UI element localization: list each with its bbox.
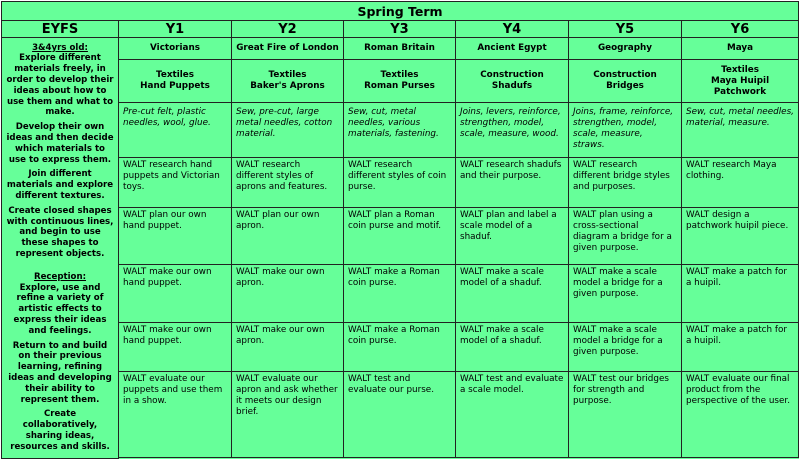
walt-cell: WALT plan and label a scale model of a shaduf. bbox=[456, 207, 569, 264]
walt-cell: WALT test and evaluate our purse. bbox=[344, 371, 456, 458]
walt-cell: WALT design a patchwork huipil piece. bbox=[682, 207, 799, 264]
walt-cell: WALT make a scale model of a shaduf. bbox=[456, 322, 569, 371]
project-type: Textiles bbox=[268, 70, 307, 81]
make-row bbox=[2, 265, 799, 322]
walt-cell: WALT research Maya clothing. bbox=[682, 158, 799, 207]
project-name: Bridges bbox=[606, 81, 644, 92]
eyfs-paragraph: Create collaboratively, sharing ideas, resources and skills. bbox=[10, 409, 110, 452]
make-row bbox=[2, 322, 799, 371]
walt-cell: WALT make our own apron. bbox=[232, 265, 344, 322]
project-cell bbox=[344, 60, 456, 103]
topic-cell: Ancient Egypt bbox=[456, 38, 569, 60]
materials-cell: Sew, pre-cut, large metal needles, cotton material. bbox=[232, 103, 344, 158]
evaluate-row bbox=[2, 371, 799, 458]
walt-cell: WALT make our own hand puppet. bbox=[119, 322, 232, 371]
project-name: Roman Purses bbox=[364, 81, 435, 92]
project-cell bbox=[119, 60, 232, 103]
topic-cell: Maya bbox=[682, 38, 799, 60]
materials-cell: Sew, cut, metal needles, material, measure. bbox=[682, 103, 799, 158]
project-row bbox=[2, 60, 799, 103]
project-type: Construction bbox=[480, 70, 544, 81]
plan-row bbox=[2, 207, 799, 264]
project-type: Construction bbox=[593, 70, 657, 81]
materials-cell: Joins, frame, reinforce, strengthen, model, scale, measure, straws. bbox=[569, 103, 682, 158]
topic-cell: Geography bbox=[569, 38, 682, 60]
topic-cell: Victorians bbox=[119, 38, 232, 60]
walt-cell: WALT make our own hand puppet. bbox=[119, 265, 232, 322]
project-cell bbox=[232, 60, 344, 103]
project-name: Hand Puppets bbox=[140, 81, 210, 92]
materials-cell: Pre-cut felt, plastic needles, wool, glue. bbox=[119, 103, 232, 158]
eyfs-paragraph: Return to and build on their previous learning, refining ideas and developing their ability to represent them. bbox=[8, 340, 112, 405]
walt-cell: WALT make a scale model a bridge for a given purpose. bbox=[569, 322, 682, 371]
materials-cell: Joins, levers, reinforce, strengthen, model, scale, measure, wood. bbox=[456, 103, 569, 158]
eyfs-heading-reception: Reception: bbox=[33, 271, 87, 282]
walt-cell: WALT make a scale model a bridge for a given purpose. bbox=[569, 265, 682, 322]
project-name: Maya Huipil Patchwork bbox=[710, 75, 770, 97]
walt-cell: WALT make a Roman coin purse. bbox=[344, 322, 456, 371]
topic-cell: Great Fire of London bbox=[232, 38, 344, 60]
walt-cell: WALT evaluate our puppets and use them in a show. bbox=[119, 371, 232, 458]
project-cell bbox=[682, 60, 799, 103]
spacer-row bbox=[2, 458, 799, 459]
column-header-y4: Y4 bbox=[456, 21, 569, 38]
eyfs-objectives bbox=[2, 38, 119, 459]
term-title: Spring Term bbox=[2, 2, 799, 21]
walt-cell: WALT make a patch for a huipil. bbox=[682, 322, 799, 371]
eyfs-paragraph: Explore, use and refine a variety of artistic effects to express their ideas and feelings. bbox=[13, 282, 107, 336]
walt-cell: WALT plan our own apron. bbox=[232, 207, 344, 264]
walt-cell: WALT make a scale model of a shaduf. bbox=[456, 265, 569, 322]
spring-term-grid bbox=[1, 1, 798, 459]
walt-cell: WALT research different styles of aprons and features. bbox=[232, 158, 344, 207]
eyfs-paragraph: Explore different materials freely, in order to develop their ideas about how to use them and what to make. bbox=[6, 53, 114, 118]
materials-cell: Sew, cut, metal needles, various materials, fastening. bbox=[344, 103, 456, 158]
project-type: Textiles bbox=[380, 70, 419, 81]
eyfs-paragraph: Develop their own ideas and then decide which materials to use to express them. bbox=[6, 122, 114, 165]
walt-cell: WALT evaluate our apron and ask whether it meets our design brief. bbox=[232, 371, 344, 458]
eyfs-heading-3-4yrs: 3&4yrs old: bbox=[32, 42, 88, 53]
walt-cell: WALT test and evaluate a scale model. bbox=[456, 371, 569, 458]
walt-cell: WALT plan a Roman coin purse and motif. bbox=[344, 207, 456, 264]
column-header-y6: Y6 bbox=[682, 21, 799, 38]
column-header-y3: Y3 bbox=[344, 21, 456, 38]
walt-cell: WALT plan using a cross-sectional diagram a bridge for a given purpose. bbox=[569, 207, 682, 264]
project-name: Baker's Aprons bbox=[250, 81, 325, 92]
curriculum-table bbox=[1, 1, 799, 459]
topic-row bbox=[2, 38, 799, 60]
column-header-y2: Y2 bbox=[232, 21, 344, 38]
column-header-y5: Y5 bbox=[569, 21, 682, 38]
walt-cell: WALT make our own apron. bbox=[232, 322, 344, 371]
walt-cell: WALT make a Roman coin purse. bbox=[344, 265, 456, 322]
walt-cell: WALT plan our own hand puppet. bbox=[119, 207, 232, 264]
walt-cell: WALT research different styles of coin purse. bbox=[344, 158, 456, 207]
walt-cell: WALT evaluate our final product from the perspective of the user. bbox=[682, 371, 799, 458]
walt-cell: WALT research hand puppets and Victorian toys. bbox=[119, 158, 232, 207]
materials-row bbox=[2, 103, 799, 158]
project-name: Shadufs bbox=[491, 81, 533, 92]
walt-cell: WALT make a patch for a huipil. bbox=[682, 265, 799, 322]
column-header-y1: Y1 bbox=[119, 21, 232, 38]
walt-cell: WALT test our bridges for strength and purpose. bbox=[569, 371, 682, 458]
walt-cell: WALT research shadufs and their purpose. bbox=[456, 158, 569, 207]
project-type: Textiles bbox=[156, 70, 194, 81]
research-row bbox=[2, 158, 799, 207]
topic-cell: Roman Britain bbox=[344, 38, 456, 60]
project-cell bbox=[569, 60, 682, 103]
project-cell bbox=[456, 60, 569, 103]
column-header-eyfs: EYFS bbox=[2, 21, 119, 38]
eyfs-paragraph: Join different materials and explore different textures. bbox=[6, 169, 114, 202]
eyfs-paragraph: Create closed shapes with continuous lines, and begin to use these shapes to represent objects. bbox=[6, 205, 114, 260]
project-type: Textiles bbox=[721, 64, 759, 75]
walt-cell: WALT research different bridge styles and purposes. bbox=[569, 158, 682, 207]
year-header-row bbox=[2, 21, 799, 38]
spacer-cell bbox=[119, 458, 799, 459]
